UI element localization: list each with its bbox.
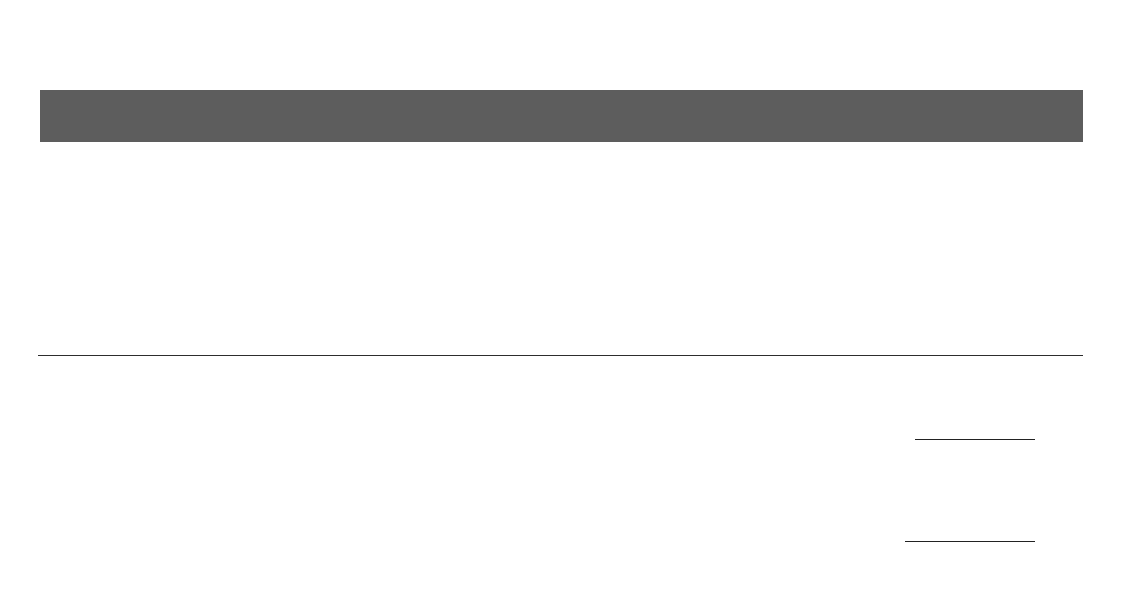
- list-item: [975, 235, 1035, 255]
- question-2: [905, 527, 1035, 547]
- question-1: [915, 425, 1035, 445]
- answer-blank[interactable]: [905, 541, 1035, 542]
- decorative-border-top: [8, 32, 1125, 48]
- list-item: [975, 295, 1035, 315]
- list-item: [975, 205, 1035, 225]
- decorative-border-left: [6, 56, 20, 610]
- list-item: [975, 265, 1035, 285]
- answer-blank[interactable]: [915, 439, 1035, 440]
- section-divider: [38, 355, 1083, 356]
- worksheet-title-bar: [40, 90, 1083, 142]
